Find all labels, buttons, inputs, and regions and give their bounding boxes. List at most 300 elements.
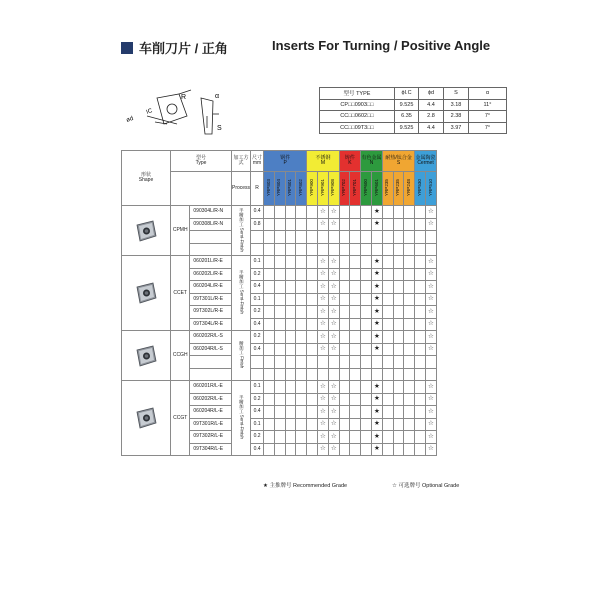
type-header-en: Type: [195, 160, 207, 166]
grade-mark-cell: [264, 206, 275, 219]
grade-mark-cell: [296, 281, 307, 294]
spec-header-cell: ϕd: [419, 88, 444, 100]
process-method-text: 半精加工 Semi-Finish: [239, 270, 245, 314]
grade-mark-cell: [318, 343, 329, 356]
grade-name: YRP235: [395, 178, 401, 197]
grade-mark-cell: [285, 393, 296, 406]
grade-mark: ★: [374, 307, 380, 315]
grade-mark-cell: [361, 443, 372, 456]
grade-mark-cell: [264, 218, 275, 231]
grade-group-en: P: [283, 160, 287, 166]
grade-mark-cell: [296, 406, 307, 419]
grade-mark: ☆: [428, 395, 434, 402]
grade-mark-cell: [426, 268, 437, 281]
grade-mark-cell: [318, 443, 329, 456]
grade-mark-cell: [382, 406, 393, 419]
grade-mark: ★: [374, 220, 380, 227]
grade-mark-cell: [372, 243, 383, 256]
insert-code: 060202R/L-E: [190, 393, 232, 406]
grade-mark-cell: [426, 443, 437, 456]
grade-mark: ☆: [320, 445, 326, 452]
grade-mark-cell: [350, 368, 361, 381]
grade-mark-cell: [415, 281, 426, 294]
grade-name: YRP248: [406, 178, 412, 197]
grade-name: YRP804: [276, 178, 282, 197]
grade-mark-cell: [274, 431, 285, 444]
grade-mark-cell: [307, 293, 318, 306]
grade-name: YRP601: [373, 178, 379, 197]
grade-mark: ☆: [320, 345, 326, 352]
grade-mark-cell: [350, 268, 361, 281]
grade-table-row: [122, 331, 437, 344]
grade-mark: ★: [374, 345, 380, 352]
grade-mark-cell: [426, 381, 437, 394]
corner-radius: 0.1: [251, 418, 264, 431]
spec-cell: 4.4: [419, 122, 444, 134]
grade-mark-cell: [274, 281, 285, 294]
grade-mark: ☆: [330, 282, 337, 290]
insert-code: 060202R/L-S: [190, 331, 232, 344]
grade-group-cn: 不锈钢: [315, 155, 331, 161]
insert-family-name: CCGT: [171, 381, 190, 456]
grade-mark-cell: [285, 206, 296, 219]
grade-mark-cell: [339, 406, 350, 419]
grade-mark-cell: [361, 281, 372, 294]
grade-mark: ★: [374, 320, 380, 327]
grade-mark-cell: [350, 218, 361, 231]
spec-header-row: [320, 88, 507, 100]
grade-mark-cell: [264, 393, 275, 406]
grade-mark-cell: [264, 331, 275, 344]
insert-code: 09T301L/R-E: [190, 293, 232, 306]
grade-mark: ☆: [330, 270, 337, 277]
insert-shape-cell: [122, 331, 171, 381]
process-header: [232, 172, 251, 206]
grade-mark-cell: [382, 231, 393, 244]
grade-mark: ☆: [320, 282, 326, 290]
grade-mark-cell: [296, 343, 307, 356]
grade-table-row: [122, 206, 437, 219]
grade-mark-cell: [328, 368, 339, 381]
grade-mark-cell: [404, 256, 415, 269]
grade-mark-cell: [382, 243, 393, 256]
grade-mark-cell: [307, 268, 318, 281]
insert-family-name: CCGH: [171, 331, 190, 381]
grade-mark-cell: [318, 393, 329, 406]
grade-mark: ★: [374, 420, 380, 427]
grade-mark-cell: [393, 256, 404, 269]
title-square-icon: [121, 42, 133, 54]
grade-mark-cell: [264, 431, 275, 444]
insert-code: [190, 231, 232, 244]
grade-mark-cell: [404, 206, 415, 219]
grade-group-en: M: [320, 160, 326, 166]
diagram-label-alpha: α: [215, 93, 220, 100]
grade-mark-cell: [307, 281, 318, 294]
grade-mark-cell: [285, 318, 296, 331]
grade-mark-cell: [339, 393, 350, 406]
method-header-text: 加工方式: [233, 155, 249, 166]
grade-name-cell: [372, 172, 383, 206]
grade-mark-cell: [307, 306, 318, 319]
grade-mark-cell: [307, 406, 318, 419]
grade-mark-cell: [393, 243, 404, 256]
grade-mark: ☆: [320, 320, 326, 327]
grade-mark: ☆: [330, 345, 337, 352]
grade-mark-cell: [307, 368, 318, 381]
grade-mark-cell: [328, 306, 339, 319]
grade-mark-cell: [339, 306, 350, 319]
grade-mark-cell: [415, 418, 426, 431]
grade-mark-cell: [296, 393, 307, 406]
grade-mark-cell: [296, 318, 307, 331]
grade-name: YRP900: [308, 178, 314, 197]
corner-radius: [251, 231, 264, 244]
grade-name: YRP801: [287, 178, 293, 197]
insert-ccgt-icon: [131, 405, 161, 431]
grade-mark-cell: [372, 206, 383, 219]
grade-mark-cell: [339, 431, 350, 444]
grade-mark-cell: [382, 443, 393, 456]
grade-name: YRP802: [298, 178, 304, 197]
grade-mark-cell: [339, 368, 350, 381]
grade-mark-cell: [350, 393, 361, 406]
legend-recommended: ★ 主推牌号 Recommended Grade: [263, 483, 348, 489]
grade-mark-cell: [404, 231, 415, 244]
grade-mark-cell: [415, 293, 426, 306]
grade-mark-cell: [382, 218, 393, 231]
grade-mark-cell: [274, 343, 285, 356]
grade-mark-cell: [361, 293, 372, 306]
grade-mark-cell: [350, 281, 361, 294]
grade-mark-cell: [415, 206, 426, 219]
grade-mark-cell: [361, 331, 372, 344]
grade-mark-cell: [382, 293, 393, 306]
grade-mark-cell: [274, 331, 285, 344]
grade-mark-cell: [382, 318, 393, 331]
grade-mark-cell: [274, 243, 285, 256]
grade-mark-cell: [426, 243, 437, 256]
grade-mark-cell: [372, 393, 383, 406]
grade-mark-cell: [426, 318, 437, 331]
grade-mark-cell: [318, 268, 329, 281]
grade-mark-cell: [372, 331, 383, 344]
corner-radius: 0.2: [251, 268, 264, 281]
grade-mark-cell: [426, 418, 437, 431]
grade-mark-cell: [264, 293, 275, 306]
insert-shape-cell: [122, 381, 171, 456]
grade-mark-cell: [318, 256, 329, 269]
grade-mark: ☆: [428, 407, 434, 415]
spec-cell: 3.18: [444, 99, 469, 111]
grade-mark-cell: [426, 356, 437, 369]
process-header-text: Process: [232, 185, 251, 191]
grade-mark-cell: [339, 318, 350, 331]
insert-shape-cell: [122, 256, 171, 331]
grade-name-cell: [415, 172, 426, 206]
grade-mark-cell: [382, 256, 393, 269]
grade-mark: ☆: [330, 407, 337, 415]
grade-mark-cell: [415, 343, 426, 356]
corner-radius: 0.4: [251, 206, 264, 219]
grade-mark-cell: [328, 331, 339, 344]
grade-mark-cell: [339, 231, 350, 244]
size-header: [251, 151, 264, 172]
grade-mark-cell: [372, 306, 383, 319]
r-header: [251, 172, 264, 206]
insert-code: 060204L/R-E: [190, 281, 232, 294]
grade-mark-cell: [264, 356, 275, 369]
grade-mark-cell: [264, 231, 275, 244]
insert-code: [190, 243, 232, 256]
process-method: [232, 381, 251, 456]
grade-mark: ☆: [428, 320, 434, 327]
grade-mark-cell: [361, 431, 372, 444]
grade-name-cell: [382, 172, 393, 206]
grade-mark-cell: [372, 268, 383, 281]
insert-code: 060204R/L-S: [190, 343, 232, 356]
grade-group-cn: 铸件: [344, 155, 355, 161]
grade-mark-cell: [328, 206, 339, 219]
grade-mark-cell: [404, 306, 415, 319]
grade-name-cell: [307, 172, 318, 206]
grade-mark-cell: [382, 418, 393, 431]
grade-name: YRP901: [319, 178, 325, 197]
grade-mark-cell: [426, 393, 437, 406]
grade-name: YRP235: [384, 178, 390, 197]
grade-mark-cell: [372, 218, 383, 231]
grade-mark-cell: [372, 256, 383, 269]
spec-cell: CC□□0602□□: [320, 111, 395, 123]
grade-mark-cell: [274, 406, 285, 419]
grade-mark-cell: [426, 281, 437, 294]
corner-radius: [251, 243, 264, 256]
grade-mark: ☆: [428, 432, 434, 440]
grade-mark: ☆: [428, 220, 434, 227]
grade-mark-cell: [393, 293, 404, 306]
grade-mark-cell: [350, 418, 361, 431]
grade-mark-cell: [415, 406, 426, 419]
grade-mark-cell: [285, 281, 296, 294]
grade-mark-cell: [328, 293, 339, 306]
grade-mark-cell: [274, 268, 285, 281]
grade-mark: ☆: [330, 445, 337, 452]
grade-mark-cell: [415, 231, 426, 244]
legend-optional: ☆ 可选牌号 Optional Grade: [392, 483, 460, 489]
grade-mark-cell: [328, 318, 339, 331]
type-header: [171, 151, 232, 172]
grade-name: YRP702: [341, 178, 347, 197]
corner-radius: [251, 368, 264, 381]
corner-radius: 0.2: [251, 431, 264, 444]
grade-mark-cell: [350, 443, 361, 456]
grade-mark-cell: [339, 443, 350, 456]
grade-mark-cell: [328, 381, 339, 394]
grade-mark-cell: [350, 293, 361, 306]
grade-mark-cell: [339, 356, 350, 369]
grade-mark-cell: [393, 331, 404, 344]
grade-mark-cell: [339, 418, 350, 431]
grade-mark-cell: [264, 343, 275, 356]
grade-mark-cell: [415, 268, 426, 281]
grade-mark-cell: [318, 406, 329, 419]
grade-group-s: [382, 151, 414, 172]
grade-mark-cell: [426, 293, 437, 306]
grade-mark-cell: [382, 356, 393, 369]
insert-code: 060204R/L-E: [190, 406, 232, 419]
grade-group-en: K: [348, 160, 352, 166]
grade-mark-cell: [264, 368, 275, 381]
grade-mark-cell: [285, 243, 296, 256]
grade-mark-cell: [372, 443, 383, 456]
grade-mark-cell: [307, 206, 318, 219]
grade-mark-cell: [393, 443, 404, 456]
insert-family-name: CCET: [171, 256, 190, 331]
grade-mark-cell: [328, 443, 339, 456]
grade-mark-cell: [382, 331, 393, 344]
page-title-cn: 车削刀片 / 正角: [139, 41, 228, 56]
grade-mark-cell: [307, 218, 318, 231]
grade-mark-cell: [372, 318, 383, 331]
grade-name-cell: [274, 172, 285, 206]
grade-mark-cell: [285, 406, 296, 419]
grade-mark-cell: [361, 393, 372, 406]
grade-group-cn: 耐热/钛合金: [385, 155, 412, 161]
grade-mark-cell: [296, 268, 307, 281]
grade-mark: ☆: [428, 382, 434, 390]
grade-mark-cell: [339, 206, 350, 219]
grade-mark-cell: [285, 293, 296, 306]
insert-code: 09T302L/R-E: [190, 306, 232, 319]
grade-name-cell: [393, 172, 404, 206]
spec-cell: 9.525: [395, 122, 419, 134]
grade-mark-cell: [361, 268, 372, 281]
grade-mark: ☆: [330, 207, 337, 215]
grade-mark-cell: [307, 418, 318, 431]
process-method: [232, 256, 251, 331]
grade-mark-cell: [415, 431, 426, 444]
grade-mark-cell: [339, 343, 350, 356]
insert-family-name: CPMH: [171, 206, 190, 256]
grade-mark: ★: [374, 270, 380, 277]
grade-mark: ☆: [320, 395, 326, 402]
grade-mark-cell: [393, 218, 404, 231]
process-method-text: 半精加工 Semi-Finish: [239, 395, 245, 439]
grade-mark-cell: [350, 381, 361, 394]
grade-mark-cell: [393, 268, 404, 281]
grade-mark-cell: [328, 356, 339, 369]
grade-mark-cell: [361, 318, 372, 331]
corner-radius: 0.4: [251, 406, 264, 419]
diagram-label-ic: IC: [145, 108, 154, 116]
grade-mark: ☆: [320, 432, 326, 440]
grade-mark-cell: [415, 331, 426, 344]
r-header-text: R: [255, 185, 259, 191]
grade-mark-cell: [339, 293, 350, 306]
grade-mark: ☆: [330, 295, 337, 302]
grade-mark-cell: [307, 443, 318, 456]
grade-mark-cell: [361, 231, 372, 244]
grade-mark-cell: [350, 206, 361, 219]
grade-mark-cell: [296, 368, 307, 381]
grade-mark-cell: [393, 206, 404, 219]
grade-mark-cell: [274, 356, 285, 369]
grade-mark-cell: [426, 406, 437, 419]
grade-mark-cell: [426, 331, 437, 344]
spec-header-cell: α: [469, 88, 507, 100]
spec-header-cell: ϕI.C: [395, 88, 419, 100]
grade-mark: ☆: [428, 345, 434, 352]
grade-mark-cell: [361, 218, 372, 231]
grade-mark-cell: [382, 343, 393, 356]
grade-mark-cell: [361, 356, 372, 369]
size-header-unit: mm: [252, 160, 262, 166]
grade-mark-cell: [404, 443, 415, 456]
grade-mark-cell: [296, 256, 307, 269]
grade-mark: ☆: [330, 382, 337, 390]
shape-header-cn: 形状: [140, 172, 151, 178]
grade-mark-cell: [382, 381, 393, 394]
grade-mark-cell: [404, 218, 415, 231]
insert-code: 09T304L/R-E: [190, 318, 232, 331]
grade-mark: ☆: [320, 207, 326, 215]
grade-mark-cell: [264, 381, 275, 394]
grade-mark: ☆: [320, 220, 326, 227]
grade-mark-cell: [339, 281, 350, 294]
grade-mark-cell: [274, 206, 285, 219]
grade-mark-cell: [415, 256, 426, 269]
grade-mark-cell: [285, 381, 296, 394]
grade-mark-cell: [285, 356, 296, 369]
grade-mark-cell: [296, 306, 307, 319]
grade-mark-cell: [285, 256, 296, 269]
insert-code: [190, 368, 232, 381]
grade-mark-cell: [404, 331, 415, 344]
grade-group-cermet: [415, 151, 437, 172]
grade-mark-cell: [339, 256, 350, 269]
grade-mark-cell: [318, 293, 329, 306]
grade-mark-cell: [318, 206, 329, 219]
grade-mark-cell: [350, 343, 361, 356]
corner-radius: 0.4: [251, 443, 264, 456]
grade-group-cn: 金属陶瓷: [415, 155, 436, 161]
grade-name-cell: [404, 172, 415, 206]
corner-radius: 0.2: [251, 306, 264, 319]
grade-mark-cell: [372, 281, 383, 294]
grade-mark-cell: [285, 268, 296, 281]
grade-mark-cell: [274, 256, 285, 269]
grade-mark-cell: [426, 368, 437, 381]
grade-mark-cell: [426, 206, 437, 219]
grade-mark-cell: [339, 243, 350, 256]
grade-mark-cell: [404, 381, 415, 394]
grade-name: YRP803: [265, 178, 271, 197]
type-header-cn: 型号: [195, 155, 206, 161]
grade-mark-cell: [307, 243, 318, 256]
insert-ccet-icon: [131, 280, 161, 306]
process-method: [232, 206, 251, 256]
grade-mark-cell: [415, 381, 426, 394]
grade-mark: ★: [374, 382, 380, 390]
grade-mark: ☆: [320, 257, 326, 265]
grade-mark-cell: [350, 318, 361, 331]
grade-mark-cell: [350, 243, 361, 256]
grade-mark: ★: [374, 295, 380, 302]
grade-group-en: S: [396, 160, 401, 166]
grade-mark-cell: [307, 231, 318, 244]
insert-cpmh-icon: [131, 218, 161, 244]
grade-mark: ☆: [330, 395, 337, 402]
